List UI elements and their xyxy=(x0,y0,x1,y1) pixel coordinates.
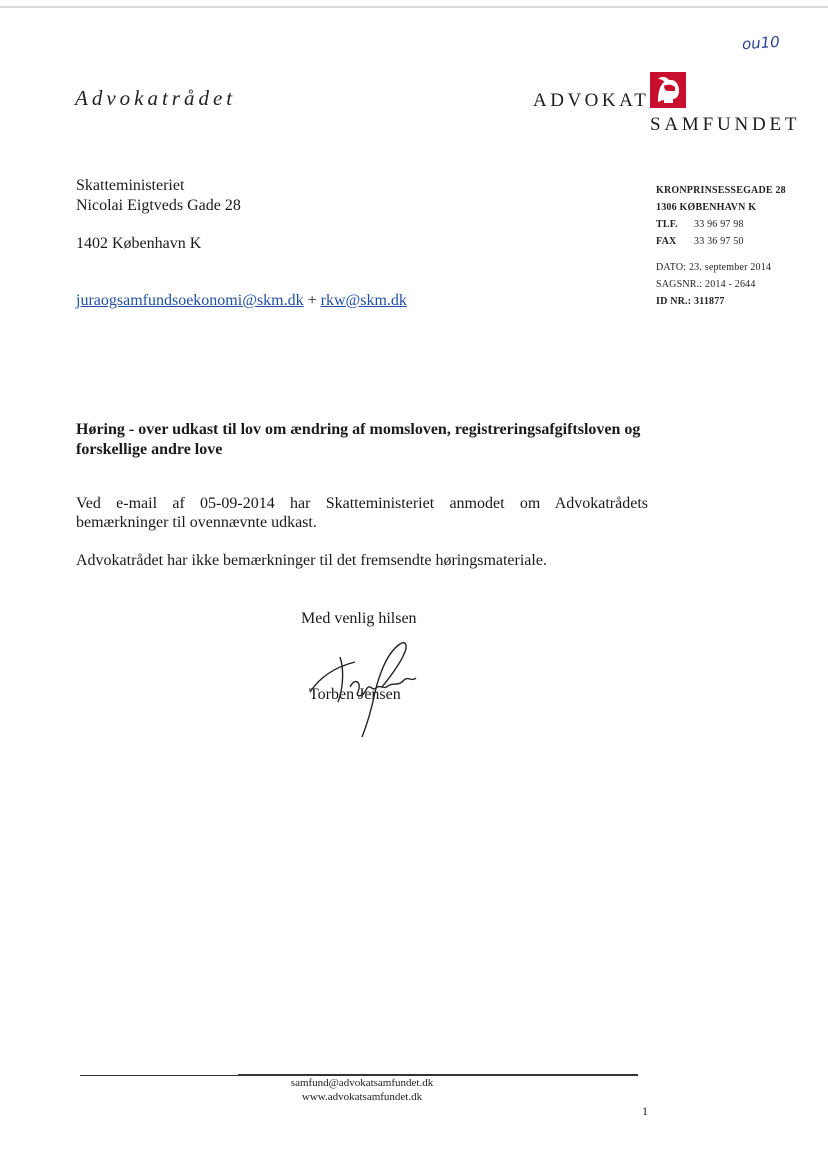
sender-street: KRONPRINSESSEGADE 28 xyxy=(656,185,786,196)
tel-number: 33 96 97 98 xyxy=(694,219,744,230)
fax-number: 33 36 97 50 xyxy=(694,236,744,247)
letter-date: DATO: 23. september 2014 xyxy=(656,262,772,273)
footer-email: samfund@advokatsamfundet.dk xyxy=(290,1077,434,1089)
case-number: SAGSNR.: 2014 - 2644 xyxy=(656,279,756,290)
sender-city: 1306 KØBENHAVN K xyxy=(656,202,757,213)
email-link-secondary[interactable]: rkw@skm.dk xyxy=(320,292,407,309)
footer-contact xyxy=(238,1076,486,1104)
body-paragraph-2: Advokatrådet har ikke bemærkninger til det fremsendte høringsmateriale. xyxy=(76,552,547,569)
closing-phrase: Med venlig hilsen xyxy=(301,610,417,627)
recipient-name: Skatteministeriet xyxy=(76,177,185,194)
logo-text-advokat: ADVOKAT xyxy=(533,90,650,111)
scan-top-edge xyxy=(0,6,828,8)
signatory-name: Torben Jensen xyxy=(309,686,401,703)
logo-helmet-icon xyxy=(650,72,686,108)
sender-info xyxy=(656,182,786,310)
fax-label: FAX xyxy=(656,236,677,247)
logo-text-samfundet: SAMFUNDET xyxy=(650,114,801,135)
handwritten-annotation: ou10 xyxy=(741,32,781,54)
handwritten-signature xyxy=(300,632,430,742)
recipient-street: Nicolai Eigtveds Gade 28 xyxy=(76,197,241,214)
recipient-city: 1402 København K xyxy=(76,235,202,252)
email-recipients xyxy=(76,292,407,310)
tel-label: TLF. xyxy=(656,219,678,230)
page-number: 1 xyxy=(642,1104,648,1118)
letter-subject: Høring - over udkast til lov om ændring af momsloven, registreringsafgiftsloven og forskellige andre love xyxy=(76,421,641,458)
org-name: Advokatrådet xyxy=(75,86,237,110)
email-link-primary[interactable]: juraogsamfundsoekonomi@skm.dk xyxy=(76,292,304,309)
footer-website: www.advokatsamfundet.dk xyxy=(301,1091,423,1103)
recipient-address xyxy=(76,176,241,254)
footer-rule-left xyxy=(80,1075,238,1076)
email-separator: + xyxy=(307,292,317,309)
id-number: ID NR.: 311877 xyxy=(656,296,725,307)
body-paragraph-1: Ved e-mail af 05-09-2014 har Skatteministeriet anmodet om Advokatrådets bemærkninger til ovennævnte udkast. xyxy=(76,495,648,531)
